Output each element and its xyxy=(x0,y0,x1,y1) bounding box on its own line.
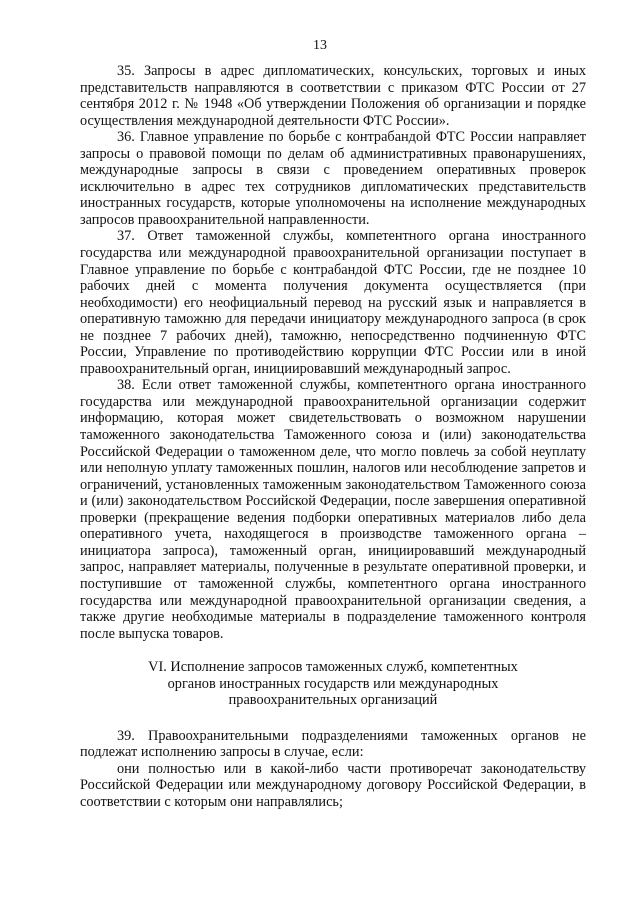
section-heading-line-3: правоохранительных организаций xyxy=(228,692,438,709)
paragraph-37: 37. Ответ таможенной службы, компетентного органа иностранного государства или международной правоохранительной организации поступает в Главное управление по борьбе с контрабандой ФТС России, где не позднее 10 рабочих дней с момента получения документа осуществляется (при необходимости) его неофициальный перевод на русский язык и направляется в оперативную таможню для передачи инициатору международного запроса (в срок не позднее 7 рабочих дней), таможню, непосредственно подчиненную ФТС России, Управление по противодействию коррупции ФТС России или в иной правоохранительный орган, инициировавший международный запрос. xyxy=(80,228,586,377)
paragraph-38: 38. Если ответ таможенной службы, компетентного органа иностранного государства или международной правоохранительной организации содержит информацию, которая может свидетельствовать о возможном нарушении таможенного законодательства Таможенного союза и (или) законодательства Российской Федерации о таможенном деле, что могло повлечь за собой неуплату или неполную уплату таможенных пошлин, налогов или несоблюдение запретов и ограничений, установленных таможенным законодательством Таможенного союза и (или) законодательством Российской Федерации, после завершения оперативной проверки (прекращение ведения подборки оперативных материалов либо дела оперативного учета, находящегося в производстве таможенного органа – инициатора запроса), таможенный орган, инициировавший международный запрос, направляет материалы, полученные в результате оперативной проверки, и поступившие от таможенной службы, компетентного органа иностранного государства или международной правоохранительной организации сведения, а также другие необходимые материалы в подразделение таможенного контроля после выпуска товаров. xyxy=(80,377,586,642)
section-heading-line-2: органов иностранных государств или международных xyxy=(167,675,499,692)
section-heading-line-1: VI. Исполнение запросов таможенных служб, компетентных xyxy=(148,659,518,676)
document-body xyxy=(80,63,586,811)
paragraph-36: 36. Главное управление по борьбе с контрабандой ФТС России направляет запросы о правовой помощи по делам об административных правонарушениях, международные запросы в связи с проведением оперативных проверок исключительно в адрес тех сотрудников дипломатических представительств иностранных государств, которые уполномочены на исполнение международных запросов правоохранительной направленности. xyxy=(80,129,586,228)
section-heading xyxy=(80,659,586,709)
page-number: 13 xyxy=(313,38,327,53)
paragraph-35: 35. Запросы в адрес дипломатических, консульских, торговых и иных представительств направляются в соответствии с приказом ФТС России от 27 сентября 2012 г. № 1948 «Об утверждении Положения об организации и порядке осуществления международной деятельности ФТС России». xyxy=(80,63,586,129)
paragraph-39-item-1: они полностью или в какой-либо части противоречат законодательству Российской Федерации или международному договору Российской Федерации, в соответствии с которым они направлялись; xyxy=(80,760,586,810)
paragraph-39: 39. Правоохранительными подразделениями таможенных органов не подлежат исполнению запросы в случае, если: xyxy=(80,727,586,761)
